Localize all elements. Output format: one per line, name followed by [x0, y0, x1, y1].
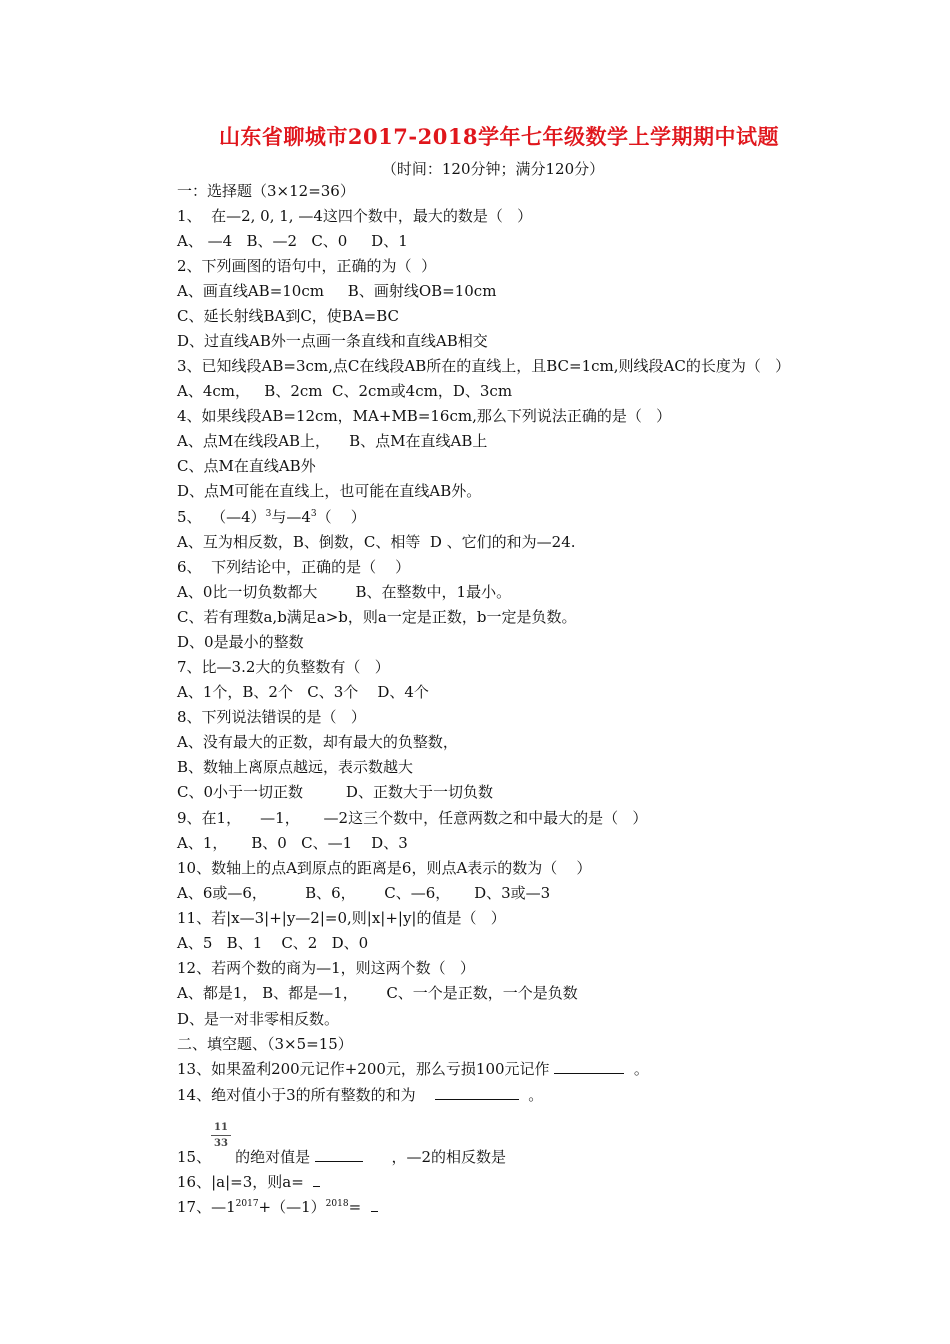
question-2-option-c: C、延长射线BA到C，使BA=BC: [177, 307, 400, 325]
question-12-option-abc: A、都是1， B、都是—1， C、一个是正数，一个是负数: [177, 984, 578, 1002]
question-7-options: A、1个，B、2个 C、3个 D、4个: [177, 683, 429, 701]
question-12: 12、若两个数的商为—1，则这两个数（ ）: [177, 959, 475, 977]
question-15-text-end: ，—2的相反数是: [362, 1148, 507, 1166]
exam-title: 山东省聊城市2017-2018学年七年级数学上学期期中试题: [218, 124, 780, 149]
question-3-options: A、4cm， B、2cm C、2cm或4cm，D、3cm: [177, 382, 513, 400]
question-15-text: 的绝对值是: [235, 1148, 315, 1166]
question-12-option-d: D、是一对非零相反数。: [177, 1010, 340, 1028]
question-5-exponent-1: 3: [265, 509, 272, 519]
question-14: [177, 1085, 543, 1105]
question-14-end: 。: [518, 1086, 544, 1104]
answer-blank-16[interactable]: [313, 1173, 320, 1187]
question-17-exponent-2: 2018: [325, 1199, 349, 1209]
question-1-options: A、 —4 B、—2 C、0 D、1: [177, 232, 408, 250]
exam-subtitle: （时间：120分钟；满分120分）: [381, 160, 605, 178]
question-11: 11、若|x—3|+|y—2|=0,则|x|+|y|的值是（ ）: [177, 909, 506, 927]
question-17-text-end: =: [348, 1198, 371, 1216]
question-13: [177, 1059, 649, 1079]
question-4-option-ab: A、点M在线段AB上， B、点M在直线AB上: [177, 432, 488, 450]
question-8-option-a: A、没有最大的正数，却有最大的负整数，: [177, 733, 458, 751]
question-2: 2、下列画图的语句中，正确的为（ ）: [177, 257, 437, 275]
question-13-end: 。: [624, 1060, 649, 1078]
question-10-options: A、6或—6， B、6， C、—6， D、3或—3: [177, 884, 551, 902]
question-4-option-d: D、点M可能在直线上，也可能在直线AB外。: [177, 482, 482, 500]
question-15: [177, 1147, 506, 1167]
question-5: [177, 507, 366, 527]
question-8: 8、下列说法错误的是（ ）: [177, 708, 366, 726]
question-11-options: A、5 B、1 C、2 D、0: [177, 934, 369, 952]
question-8-option-b: B、数轴上离原点越远，表示数越大: [177, 758, 414, 776]
question-5-exponent-2: 3: [310, 509, 317, 519]
question-2-option-ab: A、画直线AB=10cm B、画射线OB=10cm: [177, 282, 497, 300]
question-15-number: 15、: [177, 1148, 212, 1166]
question-17-text-mid: +（—1）: [258, 1198, 326, 1216]
question-3: 3、已知线段AB=3cm,点C在线段AB所在的直线上，且BC=1cm,则线段AC的长度为（ ）: [177, 357, 791, 375]
question-1: 1、 在—2, 0, 1, —4这四个数中，最大的数是（ ）: [177, 207, 533, 225]
answer-blank-17[interactable]: [371, 1198, 378, 1212]
question-6-option-ab: A、0比一切负数都大 B、在整数中，1最小。: [177, 583, 512, 601]
answer-blank-14[interactable]: [435, 1086, 519, 1100]
fraction-bar: [211, 1135, 231, 1136]
question-17: [177, 1197, 378, 1217]
question-7: 7、比—3.2大的负整数有（ ）: [177, 658, 390, 676]
question-5-text-mid: 与—4: [271, 508, 311, 526]
question-6: 6、 下列结论中，正确的是（ ）: [177, 558, 411, 576]
question-6-option-c: C、若有理数a,b满足a>b，则a一定是正数，b一定是负数。: [177, 608, 577, 626]
question-17-text-pre: 17、—1: [177, 1198, 236, 1216]
question-13-text: 13、如果盈利200元记作+200元，那么亏损100元记作: [177, 1060, 555, 1078]
question-4: 4、如果线段AB=12cm，MA+MB=16cm,那么下列说法正确的是（ ）: [177, 407, 672, 425]
question-5-text-post: （ ）: [316, 508, 366, 526]
question-14-text: 14、绝对值小于3的所有整数的和为: [177, 1086, 435, 1104]
fraction-numerator: 11: [214, 1122, 228, 1133]
question-5-options: A、互为相反数，B、倒数，C、相等 D 、它们的和为—24.: [177, 533, 576, 551]
fraction-denominator: 33: [214, 1138, 228, 1149]
question-2-option-d: D、过直线AB外一点画一条直线和直线AB相交: [177, 332, 488, 350]
question-5-text-pre: 5、 （—4）: [177, 508, 266, 526]
question-9: 9、在1， —1， —2这三个数中，任意两数之和中最大的是（ ）: [177, 809, 648, 827]
question-16-text: 16、|a|=3，则a=: [177, 1173, 314, 1191]
question-16: [177, 1172, 320, 1192]
question-10: 10、数轴上的点A到原点的距离是6，则点A表示的数为（ ）: [177, 859, 592, 877]
question-6-option-d: D、0是最小的整数: [177, 633, 304, 651]
answer-blank-15[interactable]: [315, 1148, 363, 1162]
fraction-image: [211, 1122, 231, 1149]
question-8-option-cd: C、0小于一切正数 D、正数大于一切负数: [177, 783, 493, 801]
question-4-option-c: C、点M在直线AB外: [177, 457, 316, 475]
section-heading-choice: 一：选择题（3×12=36）: [177, 182, 355, 200]
answer-blank-13[interactable]: [554, 1060, 624, 1074]
section-heading-fill: 二、填空题、（3×5=15）: [177, 1035, 353, 1053]
question-9-options: A、1， B、0 C、—1 D、3: [177, 834, 408, 852]
question-17-exponent-1: 2017: [235, 1199, 259, 1209]
